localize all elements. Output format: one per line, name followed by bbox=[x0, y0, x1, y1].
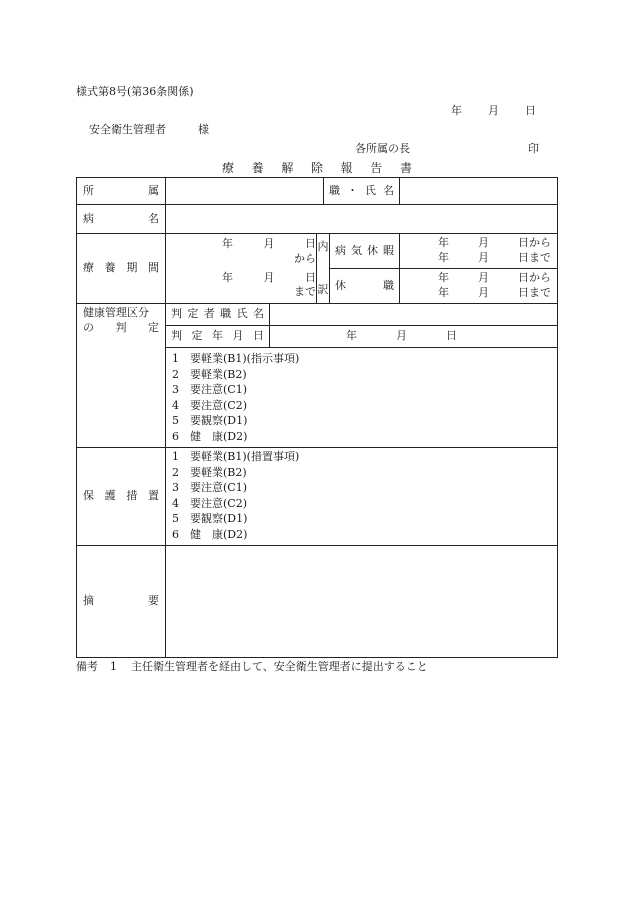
item-number: 2 bbox=[172, 465, 179, 479]
item-number: 3 bbox=[172, 383, 179, 396]
label-char: 定 bbox=[148, 320, 159, 334]
label-char: 置 bbox=[147, 489, 159, 503]
protection-list[interactable] bbox=[166, 448, 558, 546]
label-char: 所 bbox=[83, 183, 94, 197]
label-char: 病 bbox=[335, 243, 347, 257]
sick-leave-label bbox=[330, 234, 400, 269]
label-char: 判 bbox=[115, 320, 127, 334]
period-label bbox=[77, 234, 166, 304]
item-text: 要注意(C1) bbox=[190, 383, 247, 396]
judge-date-field[interactable] bbox=[270, 326, 558, 348]
health-class-label bbox=[77, 304, 166, 448]
item-number: 6 bbox=[172, 527, 179, 541]
label-char: 訳 bbox=[317, 282, 329, 296]
note-label: 備考 bbox=[76, 660, 98, 673]
label-char: 保 bbox=[83, 489, 94, 503]
period-to-day: 日 bbox=[305, 270, 316, 284]
list-item bbox=[172, 429, 551, 445]
period-to-month: 月 bbox=[263, 270, 275, 284]
remarks-note bbox=[76, 661, 428, 672]
leave-range[interactable] bbox=[400, 269, 558, 304]
row-period-sick bbox=[77, 234, 558, 269]
range-suffix: 日まで bbox=[518, 251, 552, 264]
label-char: 養 bbox=[104, 261, 116, 275]
label-char: 月 bbox=[232, 329, 244, 343]
affiliation-label bbox=[77, 178, 166, 205]
range-month: 月 bbox=[478, 286, 490, 299]
label-char: 名 bbox=[383, 183, 395, 197]
label-char: 休 bbox=[335, 278, 347, 292]
judge-date-year: 年 bbox=[346, 329, 357, 343]
range-month: 月 bbox=[478, 251, 490, 264]
instruction-list[interactable] bbox=[166, 348, 558, 448]
addressee: 安全衛生管理者 bbox=[89, 123, 166, 136]
list-item bbox=[172, 449, 551, 465]
label-char: 暇 bbox=[383, 243, 395, 257]
list-item bbox=[172, 382, 551, 398]
list-item bbox=[172, 511, 551, 527]
range-year: 年 bbox=[438, 251, 450, 264]
period-from-month: 月 bbox=[263, 236, 275, 250]
range-year: 年 bbox=[438, 286, 450, 299]
item-number: 3 bbox=[172, 481, 179, 494]
title-char: 告 bbox=[370, 161, 383, 175]
seal-mark: 印 bbox=[528, 142, 539, 155]
list-item bbox=[172, 465, 551, 481]
period-to-suffix: まで bbox=[294, 285, 316, 299]
list-item bbox=[172, 351, 551, 367]
item-number: 1 bbox=[172, 352, 179, 365]
item-number: 5 bbox=[172, 414, 179, 427]
summary-field[interactable] bbox=[166, 546, 558, 658]
date-day: 日 bbox=[525, 104, 536, 117]
title-char: 療 bbox=[222, 161, 235, 175]
title-char: 書 bbox=[399, 161, 412, 175]
row-illness bbox=[77, 205, 558, 234]
label-char: 氏 bbox=[365, 183, 377, 197]
label-char: 休 bbox=[367, 243, 379, 257]
post-name-field[interactable] bbox=[400, 178, 558, 205]
label-char: 判 bbox=[171, 307, 182, 321]
sender: 各所属の長 bbox=[355, 142, 410, 155]
item-text: 要軽業(B2) bbox=[190, 367, 247, 381]
label-char: 期 bbox=[126, 261, 138, 275]
label-char: 職 bbox=[220, 307, 232, 321]
label-char: 護 bbox=[104, 489, 116, 503]
label-char: 年 bbox=[212, 329, 223, 343]
item-text: 健 康(D2) bbox=[190, 527, 248, 541]
item-number: 1 bbox=[172, 450, 179, 463]
list-item bbox=[172, 413, 551, 429]
item-text: 要注意(C2) bbox=[190, 496, 247, 510]
addressee-line bbox=[89, 124, 209, 135]
list-item bbox=[172, 367, 551, 383]
label-char: 措 bbox=[126, 489, 138, 503]
note-text: 主任衛生管理者を経由して、安全衛生管理者に提出すること bbox=[131, 660, 428, 673]
period-to-year: 年 bbox=[222, 270, 233, 284]
sender-line bbox=[355, 143, 539, 154]
report-date bbox=[451, 105, 536, 116]
illness-label bbox=[77, 205, 166, 234]
period-from-year: 年 bbox=[222, 236, 233, 250]
range-month: 月 bbox=[478, 236, 490, 250]
title-char: 除 bbox=[310, 161, 323, 175]
title-char: 報 bbox=[340, 161, 353, 175]
judge-name-label bbox=[166, 304, 270, 326]
period-from-suffix: から bbox=[294, 251, 316, 265]
breakdown-label bbox=[317, 234, 330, 304]
row-protection bbox=[77, 448, 558, 546]
post-name-label bbox=[324, 178, 400, 205]
label-char: 要 bbox=[148, 594, 159, 608]
label-char: 名 bbox=[252, 307, 264, 321]
label-char: 定 bbox=[191, 329, 203, 343]
label-char: ・ bbox=[347, 183, 359, 197]
title-char: 養 bbox=[251, 161, 264, 175]
label-char: 日 bbox=[253, 329, 264, 343]
range-suffix: 日まで bbox=[518, 286, 552, 299]
list-item bbox=[172, 480, 551, 496]
label-char: 間 bbox=[147, 261, 159, 275]
label-char: 定 bbox=[187, 307, 199, 321]
note-number: 1 bbox=[110, 660, 117, 673]
label-char: 療 bbox=[83, 261, 94, 275]
range-year: 年 bbox=[438, 271, 450, 285]
row-affiliation bbox=[77, 178, 558, 205]
item-text: 要注意(C1) bbox=[190, 481, 247, 494]
range-month: 月 bbox=[478, 271, 490, 285]
sick-leave-range[interactable] bbox=[400, 234, 558, 269]
item-text: 要軽業(B1)(指示事項) bbox=[190, 352, 300, 365]
report-form-table bbox=[76, 177, 558, 658]
label-char: 職 bbox=[383, 278, 395, 292]
item-text: 要軽業(B1)(措置事項) bbox=[190, 450, 300, 463]
judge-date-day: 日 bbox=[446, 329, 457, 343]
list-item bbox=[172, 527, 551, 543]
item-number: 4 bbox=[172, 496, 179, 510]
label-char: 職 bbox=[329, 183, 341, 197]
judge-date-month: 月 bbox=[396, 329, 407, 343]
form-number: 様式第8号(第36条関係) bbox=[76, 85, 194, 98]
label-char: 内 bbox=[317, 239, 329, 253]
row-summary bbox=[77, 546, 558, 658]
item-number: 6 bbox=[172, 429, 179, 443]
item-number: 2 bbox=[172, 367, 179, 381]
date-year: 年 bbox=[451, 104, 462, 117]
period-from-day: 日 bbox=[305, 236, 316, 250]
judge-name-field[interactable] bbox=[270, 304, 558, 326]
label-char: 摘 bbox=[83, 594, 94, 608]
item-text: 要軽業(B2) bbox=[190, 465, 247, 479]
leave-label bbox=[330, 269, 400, 304]
summary-label bbox=[77, 546, 166, 658]
illness-field[interactable] bbox=[166, 205, 558, 234]
honorific: 様 bbox=[198, 123, 209, 136]
range-year: 年 bbox=[438, 236, 450, 250]
list-item bbox=[172, 398, 551, 414]
period-dates[interactable] bbox=[166, 234, 317, 304]
label-char: 病 bbox=[83, 211, 94, 225]
range-suffix: 日から bbox=[518, 271, 552, 285]
label-char: 名 bbox=[148, 211, 159, 225]
label-char: の bbox=[83, 320, 94, 334]
title-char: 解 bbox=[281, 161, 294, 175]
item-text: 要観察(D1) bbox=[190, 512, 248, 525]
affiliation-field[interactable] bbox=[166, 178, 324, 205]
label-char: 者 bbox=[203, 307, 215, 321]
document-title bbox=[222, 162, 412, 174]
label-char: 氏 bbox=[236, 307, 248, 321]
list-item bbox=[172, 496, 551, 512]
row-judge-name bbox=[77, 304, 558, 326]
label-char: 属 bbox=[148, 183, 159, 197]
item-text: 健 康(D2) bbox=[190, 429, 248, 443]
protection-label bbox=[77, 448, 166, 546]
item-number: 5 bbox=[172, 512, 179, 525]
health-class-line1: 健康管理区分 bbox=[83, 306, 149, 319]
range-suffix: 日から bbox=[518, 236, 552, 250]
date-month: 月 bbox=[488, 104, 499, 117]
item-text: 要観察(D1) bbox=[190, 414, 248, 427]
item-number: 4 bbox=[172, 398, 179, 412]
judge-date-label bbox=[166, 326, 270, 348]
label-char: 気 bbox=[351, 243, 363, 257]
label-char: 判 bbox=[171, 329, 182, 343]
item-text: 要注意(C2) bbox=[190, 398, 247, 412]
